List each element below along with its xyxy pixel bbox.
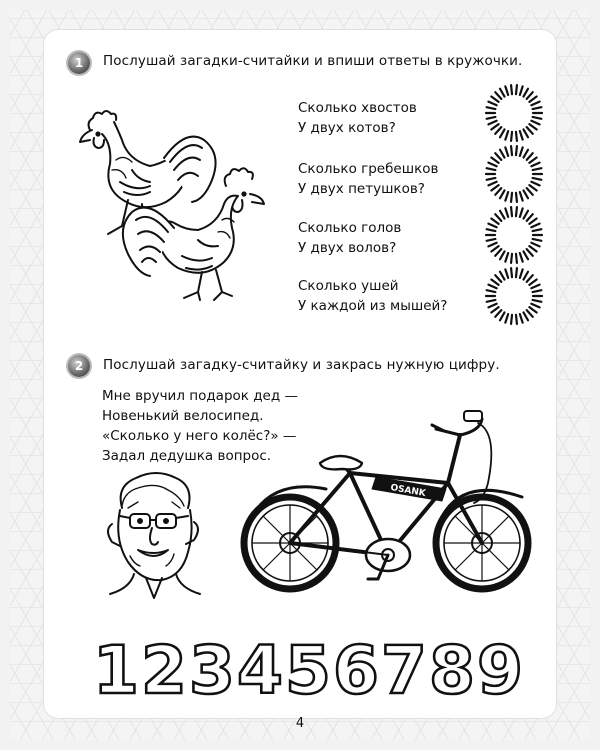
sun-ray (500, 312, 505, 320)
sun-ray (531, 243, 539, 247)
riddle-3-line-2: У двух волов? (298, 240, 397, 256)
sun-ray (505, 86, 508, 95)
bicycle-illustration (238, 405, 538, 605)
sun-ray (524, 272, 529, 280)
sun-ray (527, 214, 533, 221)
sun-ray (533, 290, 542, 292)
sun-ray (527, 127, 533, 134)
sun-ray (495, 127, 501, 134)
roosters-illustration (72, 100, 282, 315)
sun-ray (529, 219, 536, 224)
sun-ray (529, 124, 536, 129)
task-1-number-badge: 1 (68, 52, 90, 74)
sun-ray (500, 272, 505, 280)
sun-ray (500, 89, 505, 97)
sun-ray (495, 92, 501, 99)
sun-ray (495, 153, 501, 160)
sun-ray (516, 207, 517, 216)
sun-ray (488, 121, 496, 125)
riddle-2-line-1: Сколько гребешков (298, 161, 439, 177)
sun-ray (487, 239, 496, 241)
sun-ray (520, 314, 523, 323)
task-2-instruction: Послушай загадку-считайку и закрась нужную цифру. (103, 357, 500, 373)
sun-ray (491, 124, 498, 129)
sun-ray (488, 182, 496, 186)
sun-ray (488, 285, 496, 289)
sun-ray (529, 246, 536, 251)
digit-6[interactable]: 6 (333, 632, 379, 709)
digit-4[interactable]: 4 (237, 632, 283, 709)
sun-ray (531, 102, 539, 106)
sun-ray (516, 268, 517, 277)
sun-ray (495, 310, 501, 317)
sun-ray (491, 246, 498, 251)
task-2-number-badge: 2 (68, 355, 90, 377)
poem-line-1: Мне вручил подарок дед — (102, 388, 298, 404)
sun-ray (527, 153, 533, 160)
sun-ray (524, 150, 529, 158)
sun-ray (487, 107, 496, 109)
sun-ray (533, 107, 542, 109)
sun-ray (533, 117, 542, 119)
sun-ray (505, 192, 508, 201)
sun-ray (500, 251, 505, 259)
sun-ray (524, 129, 529, 137)
digit-2[interactable]: 2 (141, 632, 187, 709)
sun-ray (488, 224, 496, 228)
sun-ray (511, 254, 512, 263)
riddle-1 (298, 98, 417, 138)
digit-7[interactable]: 7 (381, 632, 427, 709)
sun-ray (491, 158, 498, 163)
sun-ray (533, 300, 542, 302)
sun-ray (487, 300, 496, 302)
sun-ray (487, 168, 496, 170)
sun-ray (511, 85, 512, 94)
sun-ray (505, 253, 508, 262)
task-1-instruction: Послушай загадки-считайки и впиши ответы в кружочки. (103, 53, 523, 69)
sun-ray (516, 132, 517, 141)
sun-ray (491, 97, 498, 102)
sun-ray (520, 269, 523, 278)
sun-ray (487, 290, 496, 292)
sun-ray (531, 224, 539, 228)
sun-ray (488, 163, 496, 167)
poem-line-3: «Сколько у него колёс?» — (102, 428, 297, 444)
sun-ray (529, 158, 536, 163)
sun-ray (524, 211, 529, 219)
sun-ray (520, 131, 523, 140)
sun-ray (511, 132, 512, 141)
sun-ray (505, 131, 508, 140)
riddle-4-line-2: У каждой из мышей? (298, 298, 448, 314)
sun-ray (511, 315, 512, 324)
sun-ray (527, 188, 533, 195)
riddle-1-line-2: У двух котов? (298, 120, 396, 136)
sun-ray (533, 168, 542, 170)
sun-ray (488, 243, 496, 247)
sun-ray (500, 211, 505, 219)
sun-ray (527, 275, 533, 282)
sun-ray (491, 185, 498, 190)
sun-ray (495, 275, 501, 282)
page-number: 4 (295, 716, 305, 731)
sun-ray (505, 147, 508, 156)
sun-ray (520, 147, 523, 156)
sun-ray (531, 182, 539, 186)
sun-ray (524, 312, 529, 320)
digit-9[interactable]: 9 (477, 632, 523, 709)
digit-5[interactable]: 5 (285, 632, 331, 709)
sun-ray (531, 285, 539, 289)
sun-ray (524, 251, 529, 259)
sun-ray (520, 208, 523, 217)
sun-ray (505, 314, 508, 323)
poem-line-4: Задал дедушка вопрос. (102, 448, 272, 464)
riddle-3 (298, 218, 401, 258)
grandfather-illustration (100, 470, 210, 600)
sun-ray (500, 190, 505, 198)
answer-circle-3[interactable] (484, 205, 544, 265)
bike-brand-label: OSANK (389, 482, 427, 500)
sun-ray (491, 307, 498, 312)
sun-ray (500, 150, 505, 158)
sun-ray (487, 178, 496, 180)
digit-1[interactable]: 1 (93, 632, 139, 709)
digit-8[interactable]: 8 (429, 632, 475, 709)
sun-ray (487, 117, 496, 119)
sun-ray (488, 102, 496, 106)
sun-ray (516, 254, 517, 263)
sun-ray (505, 208, 508, 217)
sun-ray (527, 92, 533, 99)
answer-circle-1[interactable] (484, 83, 544, 143)
sun-ray (529, 97, 536, 102)
answer-circle-2[interactable] (484, 144, 544, 204)
sun-ray (511, 146, 512, 155)
riddle-2-line-2: У двух петушков? (298, 181, 425, 197)
sun-ray (531, 304, 539, 308)
sun-ray (533, 239, 542, 241)
sun-ray (527, 249, 533, 256)
sun-ray (495, 188, 501, 195)
sun-ray (511, 207, 512, 216)
sun-ray (516, 146, 517, 155)
sun-ray (524, 89, 529, 97)
sun-ray (529, 280, 536, 285)
sun-ray (491, 280, 498, 285)
answer-circle-4[interactable] (484, 266, 544, 326)
sun-ray (491, 219, 498, 224)
sun-ray (520, 192, 523, 201)
poem-line-2: Новенький велосипед. (102, 408, 264, 424)
sun-ray (487, 229, 496, 231)
riddle-3-line-1: Сколько голов (298, 220, 402, 236)
sun-ray (524, 190, 529, 198)
sun-ray (527, 310, 533, 317)
sun-ray (520, 253, 523, 262)
sun-ray (516, 193, 517, 202)
sun-ray (516, 315, 517, 324)
sun-ray (533, 229, 542, 231)
sun-ray (520, 86, 523, 95)
sun-ray (500, 129, 505, 137)
sun-ray (511, 268, 512, 277)
digits-row (92, 632, 524, 709)
sun-ray (505, 269, 508, 278)
sun-ray (533, 178, 542, 180)
sun-ray (516, 85, 517, 94)
sun-ray (529, 185, 536, 190)
riddle-4 (298, 276, 447, 316)
sun-ray (511, 193, 512, 202)
riddle-2 (298, 159, 438, 199)
sun-ray (529, 307, 536, 312)
sun-ray (495, 214, 501, 221)
sun-ray (488, 304, 496, 308)
sun-ray (531, 121, 539, 125)
sun-ray (495, 249, 501, 256)
sun-ray (531, 163, 539, 167)
digit-3[interactable]: 3 (189, 632, 235, 709)
riddle-4-line-1: Сколько ушей (298, 278, 399, 294)
riddle-1-line-1: Сколько хвостов (298, 100, 417, 116)
